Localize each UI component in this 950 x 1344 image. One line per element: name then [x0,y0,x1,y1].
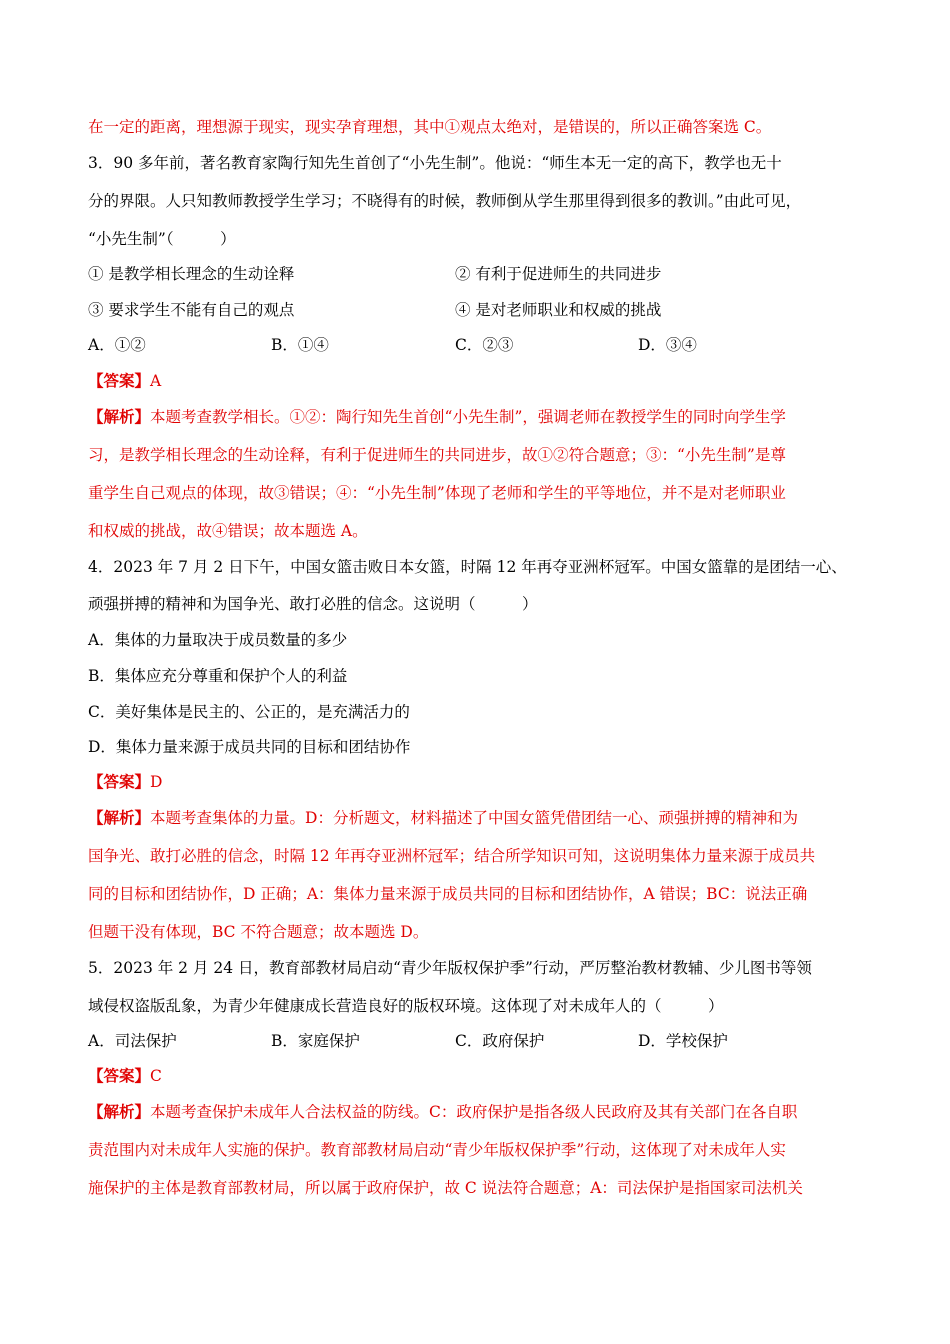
q3-option-d: D．③④ [638,336,697,354]
q3-statement-1: ① 是教学相长理念的生动诠释 [88,265,295,283]
q4-option-d: D．集体力量来源于成员共同的目标和团结协作 [88,738,411,756]
answer-tag: 【答案】 [88,772,151,791]
answer-value: C [150,1067,162,1085]
question-5-stem-line-2: 域侵权盗版乱象，为青少年健康成长营造良好的版权环境。这体现了对未成年人的（ ） [88,997,724,1015]
q5-analysis-line-2: 责范围内对未成年人实施的保护。教育部教材局启动“青少年版权保护季”行动，这体现了对未成年人实 [88,1141,786,1159]
q3-analysis-line-4: 和权威的挑战，故④错误；故本题选 A。 [88,522,368,540]
q3-option-a: A．①② [88,336,146,354]
prev-analysis-tail: 在一定的距离，理想源于现实，现实孕育理想，其中①观点太绝对，是错误的，所以正确答案选 C。 [88,118,772,136]
answer-tag: 【答案】 [88,371,151,390]
q3-statement-4: ④ 是对老师职业和权威的挑战 [455,301,662,319]
q4-option-b: B．集体应充分尊重和保护个人的利益 [88,667,348,685]
answer-value: D [150,773,163,791]
analysis-text: 本题考查保护未成年人合法权益的防线。C：政府保护是指各级人民政府及其有关部门在各自职 [150,1103,798,1121]
q3-statement-2: ② 有利于促进师生的共同进步 [455,265,662,283]
question-4-stem-line-1: 4．2023 年 7 月 2 日下午，中国女篮击败日本女篮，时隔 12 年再夺亚洲杯冠军。中国女篮靠的是团结一心、 [88,558,847,576]
q4-answer [88,772,162,792]
q5-option-a: A．司法保护 [88,1032,177,1050]
q3-analysis-line-3: 重学生自己观点的体现，故③错误；④：“小先生制”体现了老师和学生的平等地位，并不是对老师职业 [88,484,786,502]
q4-option-a: A．集体的力量取决于成员数量的多少 [88,631,348,649]
analysis-tag: 【解析】 [88,808,151,827]
question-4-stem-line-2: 顽强拼搏的精神和为国争光、敢打必胜的信念。这说明（ ） [88,595,538,613]
q5-option-c: C．政府保护 [455,1032,545,1050]
answer-value: A [150,372,162,390]
analysis-tag: 【解析】 [88,407,151,426]
q3-analysis-line-1 [88,407,786,427]
question-3-stem-line-1: 3．90 多年前，著名教育家陶行知先生首创了“小先生制”。他说：“师生本无一定的高下，教学也无十 [88,154,782,172]
q3-analysis-line-2: 习，是教学相长理念的生动诠释，有利于促进师生的共同进步，故①②符合题意；③：“小先生制”是尊 [88,446,786,464]
q5-option-d: D．学校保护 [638,1032,728,1050]
q5-option-b: B．家庭保护 [271,1032,360,1050]
q4-option-c: C．美好集体是民主的、公正的，是充满活力的 [88,703,410,721]
q5-analysis-line-1 [88,1102,797,1122]
q4-analysis-line-2: 国争光、敢打必胜的信念，时隔 12 年再夺亚洲杯冠军；结合所学知识可知，这说明集体力量来源于成员共 [88,847,816,865]
q4-analysis-line-4: 但题干没有体现，BC 不符合题意；故本题选 D。 [88,923,429,941]
question-3-stem-line-3: “小先生制”（ ） [88,230,236,248]
q3-option-c: C．②③ [455,336,514,354]
analysis-tag: 【解析】 [88,1102,151,1121]
answer-tag: 【答案】 [88,1066,151,1085]
q3-answer [88,371,161,391]
q4-analysis-line-3: 同的目标和团结协作，D 正确；A：集体力量来源于成员共同的目标和团结协作，A 错误；BC：说法正确 [88,885,808,903]
question-3-stem-line-2: 分的界限。人只知教师教授学生学习；不晓得有的时候，教师倒从学生那里得到很多的教训。”由此可见， [88,192,802,210]
q5-answer [88,1066,162,1086]
analysis-text: 本题考查教学相长。①②：陶行知先生首创“小先生制”，强调老师在教授学生的同时向学生学 [150,408,786,426]
q5-analysis-line-3: 施保护的主体是教育部教材局，所以属于政府保护，故 C 说法符合题意；A：司法保护是指国家司法机关 [88,1179,803,1197]
q4-analysis-line-1 [88,808,798,828]
question-5-stem-line-1: 5．2023 年 2 月 24 日，教育部教材局启动“青少年版权保护季”行动，严厉整治教材教辅、少儿图书等领 [88,959,812,977]
q3-option-b: B．①④ [271,336,329,354]
analysis-text: 本题考查集体的力量。D：分析题文，材料描述了中国女篮凭借团结一心、顽强拼搏的精神和为 [150,809,798,827]
q3-statement-3: ③ 要求学生不能有自己的观点 [88,301,295,319]
